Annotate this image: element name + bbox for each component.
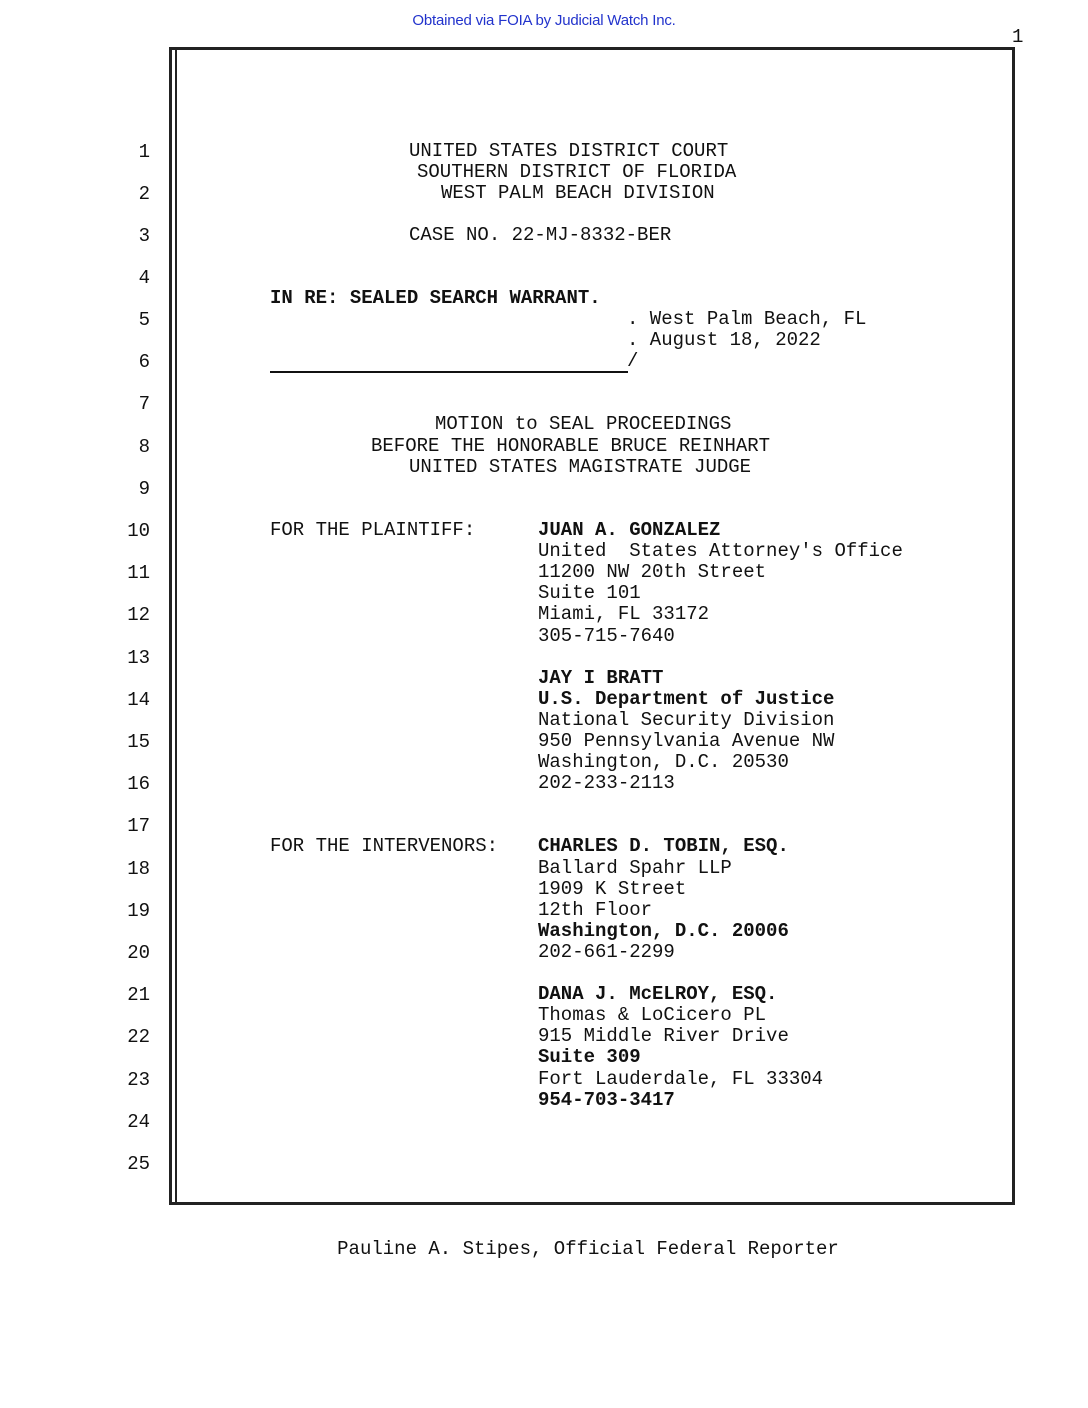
judge-title: UNITED STATES MAGISTRATE JUDGE	[409, 456, 752, 478]
attorney-firm: Thomas & LoCicero PL	[538, 1004, 767, 1026]
attorney-suite: Suite 309	[538, 1046, 641, 1068]
attorney-name: JAY I BRATT	[538, 667, 664, 689]
caption-slash: /	[627, 350, 639, 372]
line-number: 19	[127, 900, 150, 922]
attorney-name: DANA J. McELROY, ESQ.	[538, 983, 778, 1005]
line-number: 21	[127, 984, 150, 1006]
attorney-suite: Suite 101	[538, 582, 641, 604]
line-number: 9	[138, 478, 150, 500]
caption-underline	[270, 371, 628, 373]
line-number: 24	[127, 1111, 150, 1133]
attorney-office: United States Attorney's Office	[538, 540, 903, 562]
page-number: 1	[1012, 26, 1024, 48]
hearing-location: . West Palm Beach, FL	[627, 308, 867, 330]
line-number: 18	[127, 858, 150, 880]
attorney-department: U.S. Department of Justice	[538, 688, 835, 710]
attorney-phone: 305-715-7640	[538, 625, 675, 647]
division-name: WEST PALM BEACH DIVISION	[441, 182, 715, 204]
attorney-phone: 954-703-3417	[538, 1089, 675, 1111]
attorney-phone: 202-661-2299	[538, 941, 675, 963]
line-number: 6	[138, 351, 150, 373]
line-number: 20	[127, 942, 150, 964]
attorney-street: 1909 K Street	[538, 878, 687, 900]
line-number: 22	[127, 1026, 150, 1048]
line-number: 25	[127, 1153, 150, 1175]
attorney-firm: Ballard Spahr LLP	[538, 857, 732, 879]
line-number: 15	[127, 731, 150, 753]
attorney-city: Washington, D.C. 20530	[538, 751, 789, 773]
attorney-name: CHARLES D. TOBIN, ESQ.	[538, 835, 789, 857]
reporter-footer: Pauline A. Stipes, Official Federal Reporter	[337, 1238, 839, 1260]
plaintiff-label: FOR THE PLAINTIFF:	[270, 519, 476, 541]
line-number: 7	[138, 393, 150, 415]
attorney-floor: 12th Floor	[538, 899, 653, 921]
line-number: 10	[127, 520, 150, 542]
proceeding-title: MOTION to SEAL PROCEEDINGS	[435, 413, 732, 435]
line-number: 17	[127, 815, 150, 837]
attorney-street: 11200 NW 20th Street	[538, 561, 767, 583]
line-number: 5	[138, 309, 150, 331]
line-number: 11	[127, 562, 150, 584]
attorney-street: 950 Pennsylvania Avenue NW	[538, 730, 835, 752]
judge-line: BEFORE THE HONORABLE BRUCE REINHART	[371, 435, 771, 457]
line-number: 14	[127, 689, 150, 711]
line-number: 13	[127, 647, 150, 669]
line-number: 23	[127, 1069, 150, 1091]
attorney-street: 915 Middle River Drive	[538, 1025, 789, 1047]
line-number: 1	[138, 141, 150, 163]
line-number: 2	[138, 183, 150, 205]
attorney-division: National Security Division	[538, 709, 835, 731]
in-re-caption: IN RE: SEALED SEARCH WARRANT.	[270, 287, 601, 309]
line-number: 16	[127, 773, 150, 795]
line-number: 8	[138, 436, 150, 458]
case-number: CASE NO. 22-MJ-8332-BER	[409, 224, 672, 246]
attorney-phone: 202-233-2113	[538, 772, 675, 794]
line-number: 3	[138, 225, 150, 247]
line-number: 4	[138, 267, 150, 289]
intervenors-label: FOR THE INTERVENORS:	[270, 835, 499, 857]
attorney-city: Fort Lauderdale, FL 33304	[538, 1068, 824, 1090]
attorney-city: Washington, D.C. 20006	[538, 920, 789, 942]
attorney-city: Miami, FL 33172	[538, 603, 710, 625]
line-number: 12	[127, 604, 150, 626]
foia-watermark: Obtained via FOIA by Judicial Watch Inc.	[412, 12, 676, 29]
hearing-date: . August 18, 2022	[627, 329, 821, 351]
frame-margin-rule	[175, 50, 177, 1202]
court-name: UNITED STATES DISTRICT COURT	[409, 140, 729, 162]
attorney-name: JUAN A. GONZALEZ	[538, 519, 721, 541]
district-name: SOUTHERN DISTRICT OF FLORIDA	[417, 161, 737, 183]
